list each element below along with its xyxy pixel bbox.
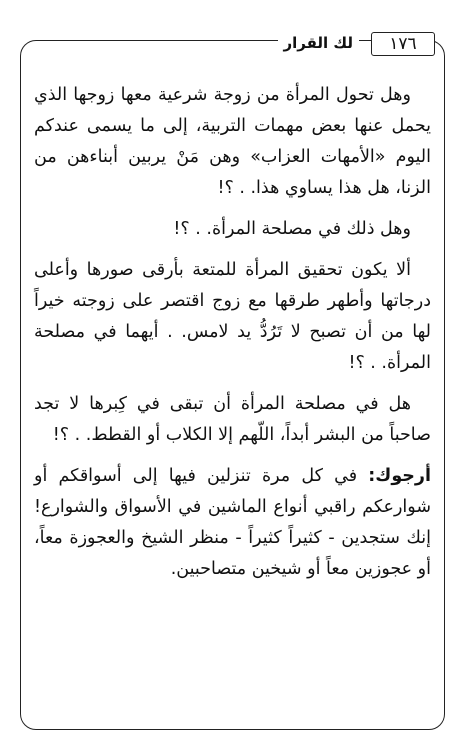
paragraph-5 (34, 461, 431, 585)
page-header (20, 30, 445, 54)
appeal-lead: أرجوك: (368, 466, 431, 486)
paragraph-2: وهل ذلك في مصلحة المرأة. . ؟! (173, 219, 411, 239)
paragraph-3: ألا يكون تحقيق المرأة للمتعة بأرقى صورها وأعلى درجاتها وأطهر طرقها مع زوج اقتصر على زوجته خيراً لها من أن تصبح لا تَرُدُّ يد لامس. . أيهما في مصلحة المرأة. . ؟! (34, 260, 431, 373)
page-body (34, 80, 431, 595)
paragraph-1: وهل تحول المرأة من زوجة شرعية معها زوجها الذي يحمل عنها بعض مهمات التربية، إلى ما يسمى عندكم اليوم «الأمهات العزاب» وهن مَنْ يربين أبناءهن من الزنا، هل هذا يساوي هذا. . ؟! (34, 85, 431, 198)
page-number: ١٧٦ (371, 32, 435, 56)
paragraph-4: هل في مصلحة المرأة أن تبقى في كِبرها لا تجد صاحباً من البشر أبداً، اللّهم إلا الكلاب أو القطط. . ؟! (34, 394, 431, 445)
appeal-text: في كل مرة تنزلين فيها إلى أسواقكم أو شوارعكم راقبي أنواع الماشين في الأسواق والشوارع! إنك ستجدين - كثيراً كثيراً - منظر الشيخ والعجوزة معاً، أو عجوزين معاً أو شيخين متصاحبين. (34, 466, 431, 579)
running-title: لك القرار (278, 30, 360, 56)
